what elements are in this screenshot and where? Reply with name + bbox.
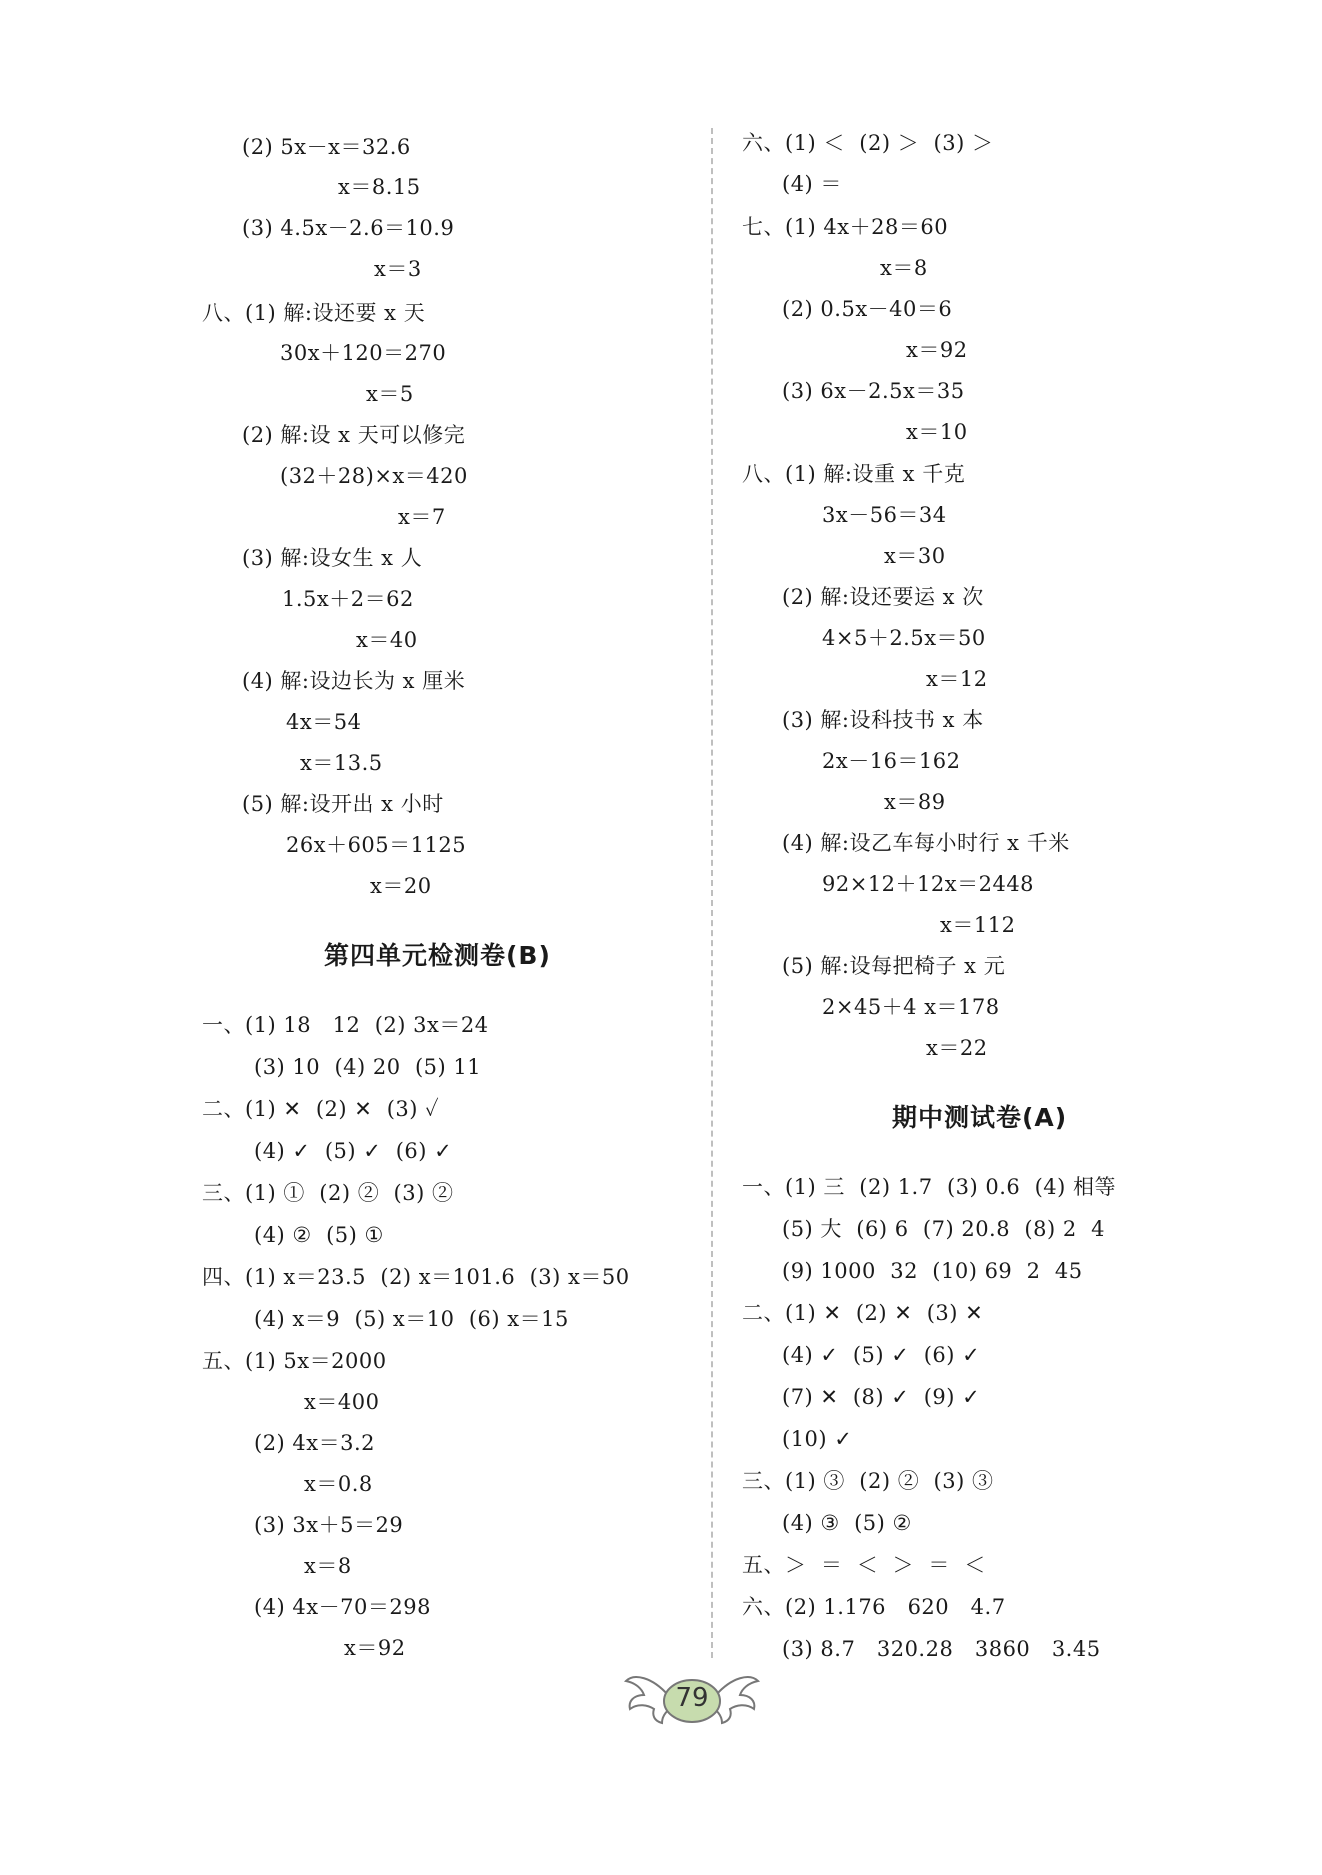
answer-line: 92×12＋12x＝2448 bbox=[822, 872, 1035, 896]
answer-line: x＝5 bbox=[366, 382, 414, 406]
answer-line: 八、(1) 解:设还要 x 天 bbox=[202, 301, 426, 325]
answer-line: x＝22 bbox=[926, 1036, 988, 1060]
answer-line: x＝92 bbox=[906, 338, 968, 362]
answer-line: 3x－56＝34 bbox=[822, 503, 947, 527]
answer-line: 三、(1) ③ (2) ② (3) ③ bbox=[742, 1469, 994, 1493]
answer-line: 三、(1) ① (2) ② (3) ② bbox=[202, 1181, 454, 1205]
answer-line: (5) 解:设开出 x 小时 bbox=[242, 792, 444, 816]
section-title-unit4-b: 第四单元检测卷(B) bbox=[324, 941, 551, 970]
answer-line: 七、(1) 4x＋28＝60 bbox=[742, 215, 949, 239]
answer-line: (5) 大 (6) 6 (7) 20.8 (8) 2 4 bbox=[782, 1217, 1105, 1241]
answer-line: x＝30 bbox=[884, 544, 946, 568]
answer-line: (3) 解:设科技书 x 本 bbox=[782, 708, 984, 732]
answer-line: x＝400 bbox=[304, 1390, 380, 1414]
answer-line: (3) 10 (4) 20 (5) 11 bbox=[254, 1055, 482, 1079]
answer-line: 30x＋120＝270 bbox=[280, 341, 447, 365]
answer-line: x＝7 bbox=[398, 505, 446, 529]
answer-line: (4) ③ (5) ② bbox=[782, 1511, 912, 1535]
right-column bbox=[700, 0, 1300, 1700]
answer-line: x＝112 bbox=[940, 913, 1016, 937]
answer-line: (3) 解:设女生 x 人 bbox=[242, 546, 423, 570]
answer-line: (3) 3x＋5＝29 bbox=[254, 1513, 404, 1537]
answer-line: 一、(1) 18 12 (2) 3x＝24 bbox=[202, 1013, 489, 1037]
answer-line: (4) 解:设边长为 x 厘米 bbox=[242, 669, 466, 693]
answer-line: 二、(1) ✕ (2) ✕ (3) ✕ bbox=[742, 1301, 984, 1325]
answer-line: (4) ② (5) ① bbox=[254, 1223, 384, 1247]
answer-line: x＝10 bbox=[906, 420, 968, 444]
answer-line: 八、(1) 解:设重 x 千克 bbox=[742, 462, 966, 486]
answer-line: (2) 4x＝3.2 bbox=[254, 1431, 376, 1455]
answer-line: x＝20 bbox=[370, 874, 432, 898]
answer-line: x＝13.5 bbox=[300, 751, 383, 775]
answer-line: x＝0.8 bbox=[304, 1472, 373, 1496]
answer-line: x＝3 bbox=[374, 257, 422, 281]
answer-line: (4) ✓ (5) ✓ (6) ✓ bbox=[782, 1343, 981, 1367]
section-title-midterm-a: 期中测试卷(A) bbox=[892, 1103, 1068, 1132]
answer-line: (10) ✓ bbox=[782, 1427, 853, 1451]
left-column bbox=[0, 0, 630, 1700]
answer-line: (4) ＝ bbox=[782, 172, 842, 196]
answer-line: (3) 8.7 320.28 3860 3.45 bbox=[782, 1637, 1101, 1661]
answer-line: 2×45＋4 x＝178 bbox=[822, 995, 1000, 1019]
answer-line: (9) 1000 32 (10) 69 2 45 bbox=[782, 1259, 1083, 1283]
answer-line: 1.5x＋2＝62 bbox=[282, 587, 414, 611]
answer-line: (2) 解:设 x 天可以修完 bbox=[242, 423, 466, 447]
answer-line: 五、＞ ＝ ＜ ＞ ＝ ＜ bbox=[742, 1553, 986, 1577]
answer-line: (5) 解:设每把椅子 x 元 bbox=[782, 954, 1006, 978]
answer-line: (4) 解:设乙车每小时行 x 千米 bbox=[782, 831, 1070, 855]
answer-line: 2x－16＝162 bbox=[822, 749, 961, 773]
answer-line: 4×5＋2.5x＝50 bbox=[822, 626, 986, 650]
answer-line: (3) 6x－2.5x＝35 bbox=[782, 379, 965, 403]
answer-line: 六、(1) ＜ (2) ＞ (3) ＞ bbox=[742, 131, 994, 155]
answer-line: (2) 解:设还要运 x 次 bbox=[782, 585, 984, 609]
answer-line: x＝8 bbox=[304, 1554, 352, 1578]
answer-line: x＝40 bbox=[356, 628, 418, 652]
answer-line: 五、(1) 5x＝2000 bbox=[202, 1349, 387, 1373]
answer-line: x＝12 bbox=[926, 667, 988, 691]
answer-line: 二、(1) ✕ (2) ✕ (3) ✓ bbox=[202, 1097, 440, 1121]
answer-line: x＝89 bbox=[884, 790, 946, 814]
answer-line: x＝8.15 bbox=[338, 175, 421, 199]
answer-line: (4) ✓ (5) ✓ (6) ✓ bbox=[254, 1139, 453, 1163]
answer-line: 26x＋605＝1125 bbox=[286, 833, 467, 857]
answer-line: (2) 5x－x＝32.6 bbox=[242, 135, 411, 159]
answer-line: (7) ✕ (8) ✓ (9) ✓ bbox=[782, 1385, 981, 1409]
answer-line: 四、(1) x＝23.5 (2) x＝101.6 (3) x＝50 bbox=[202, 1265, 630, 1289]
answer-line: 六、(2) 1.176 620 4.7 bbox=[742, 1595, 1006, 1619]
answer-line: (3) 4.5x－2.6＝10.9 bbox=[242, 216, 455, 240]
answer-line: (2) 0.5x－40＝6 bbox=[782, 297, 953, 321]
answer-line: (32＋28)×x＝420 bbox=[280, 464, 468, 488]
page-number: 79 bbox=[675, 1683, 709, 1713]
answer-line: (4) x＝9 (5) x＝10 (6) x＝15 bbox=[254, 1307, 569, 1331]
answer-line: 一、(1) 三 (2) 1.7 (3) 0.6 (4) 相等 bbox=[742, 1175, 1117, 1199]
answer-line: x＝92 bbox=[344, 1636, 406, 1660]
answer-line: (4) 4x－70＝298 bbox=[254, 1595, 431, 1619]
answer-line: x＝8 bbox=[880, 256, 928, 280]
answer-line: 4x＝54 bbox=[286, 710, 362, 734]
